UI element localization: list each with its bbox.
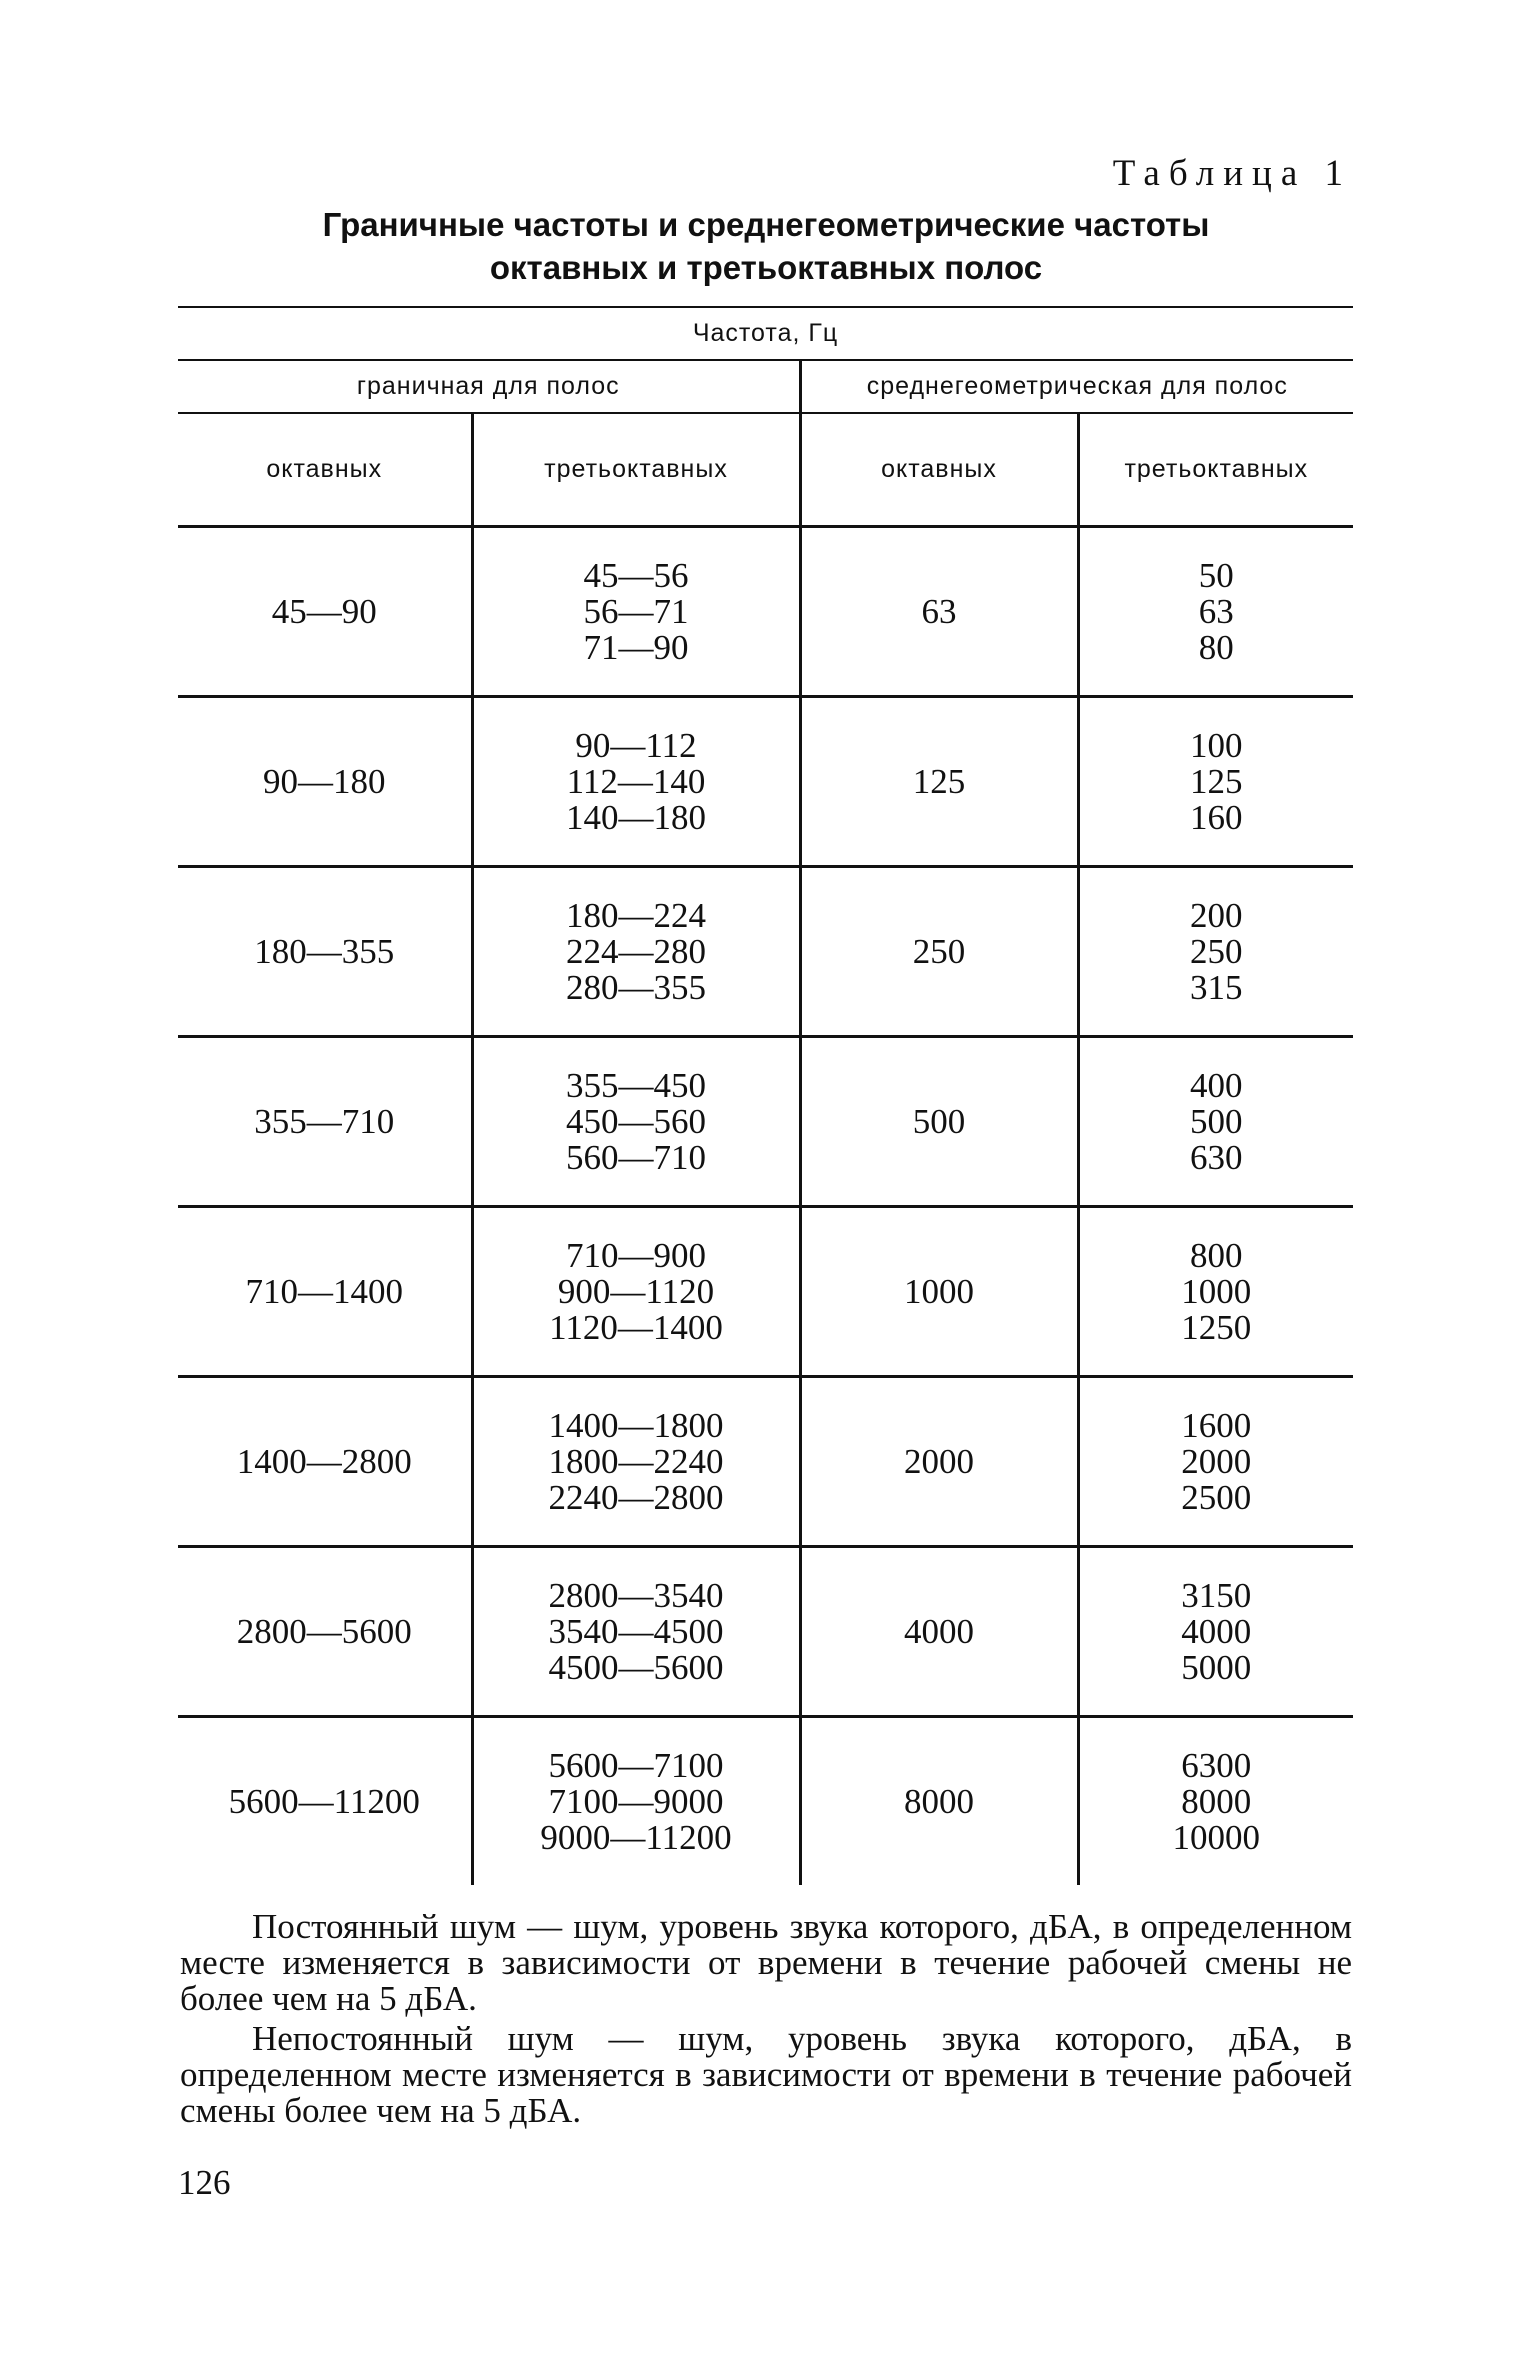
header-col-third: третьоктавных	[472, 413, 800, 527]
header-col-octave-geo: октавных	[800, 413, 1078, 527]
cell-geo-octave: 63	[800, 527, 1078, 697]
cell-geo-third-value: 250	[1190, 931, 1243, 971]
table-row	[178, 527, 1353, 697]
cell-geo-third-value: 1600	[1181, 1405, 1252, 1445]
cell-geo-third-value: 800	[1190, 1235, 1243, 1275]
cell-geo-third	[1078, 1717, 1353, 1886]
table-label: Таблица 1	[1112, 153, 1352, 194]
cell-octave: 5600—11200	[228, 1781, 420, 1821]
cell-third	[472, 1547, 800, 1717]
cell-geo-third-value: 630	[1190, 1137, 1243, 1177]
cell-octave: 355—710	[178, 1037, 472, 1207]
paragraph-variable-noise: Непостоянный шум — шум, уровень звука которого, дБА, в определенном месте изменяется в зависимости от времени в течение рабочей смены более чем на 5 дБА.	[180, 2019, 1352, 2130]
cell-geo-octave: 1000	[800, 1207, 1078, 1377]
cell-third-value: 2240—2800	[548, 1477, 724, 1517]
cell-geo-third-value: 1250	[1181, 1307, 1252, 1347]
cell-geo-third	[1078, 1207, 1353, 1377]
cell-octave: 2800—5600	[178, 1547, 472, 1717]
cell-octave: 90—180	[178, 697, 472, 867]
cell-third-value: 710—900	[566, 1235, 706, 1275]
cell-third-value: 450—560	[566, 1101, 706, 1141]
cell-third-value: 5600—7100	[548, 1745, 724, 1785]
cell-geo-third-value: 500	[1190, 1101, 1243, 1141]
header-group-boundary: граничная для полос	[178, 360, 800, 413]
table-row	[178, 1207, 1353, 1377]
header-group-geometric: среднегеометрическая для полос	[800, 360, 1353, 413]
cell-geo-third-value: 80	[1198, 627, 1234, 667]
cell-third-value: 1800—2240	[548, 1441, 724, 1481]
cell-third	[472, 1207, 800, 1377]
cell-third-value: 56—71	[583, 591, 689, 631]
cell-geo-third-value: 2000	[1181, 1441, 1252, 1481]
cell-geo-third-value: 5000	[1181, 1647, 1252, 1687]
cell-geo-third	[1078, 867, 1353, 1037]
cell-third-value: 1400—1800	[548, 1405, 724, 1445]
header-frequency: Частота, Гц	[178, 307, 1353, 360]
cell-geo-third-value: 8000	[1181, 1781, 1252, 1821]
table-row	[178, 1037, 1353, 1207]
table-row	[178, 1717, 1353, 1886]
frequency-table	[178, 306, 1353, 1885]
page-number: 126	[178, 2163, 231, 2202]
cell-third-value: 280—355	[566, 967, 706, 1007]
cell-third-value: 9000—11200	[540, 1817, 732, 1857]
cell-third-value: 2800—3540	[548, 1575, 724, 1615]
cell-third-value: 355—450	[566, 1065, 706, 1105]
header-col-third-geo: третьоктавных	[1078, 413, 1353, 527]
cell-third-value: 560—710	[566, 1137, 706, 1177]
cell-geo-octave: 500	[800, 1037, 1078, 1207]
cell-geo-third-value: 400	[1190, 1065, 1243, 1105]
cell-geo-third	[1078, 1547, 1353, 1717]
table-row	[178, 1547, 1353, 1717]
cell-geo-third-value: 315	[1190, 967, 1243, 1007]
cell-geo-third-value: 200	[1190, 895, 1243, 935]
cell-geo-third-value: 6300	[1181, 1745, 1252, 1785]
cell-octave: 180—355	[178, 867, 472, 1037]
cell-geo-octave: 4000	[800, 1547, 1078, 1717]
table-row	[178, 1377, 1353, 1547]
cell-geo-octave: 2000	[800, 1377, 1078, 1547]
cell-third-value: 180—224	[566, 895, 706, 935]
cell-third	[472, 1037, 800, 1207]
cell-geo-third-value: 160	[1190, 797, 1243, 837]
cell-third-value: 900—1120	[557, 1271, 715, 1311]
cell-geo-third-value: 10000	[1172, 1817, 1261, 1857]
table-row	[178, 867, 1353, 1037]
cell-third	[472, 527, 800, 697]
cell-geo-third-value: 2500	[1181, 1477, 1252, 1517]
cell-third-value: 71—90	[583, 627, 689, 667]
cell-geo-octave: 125	[800, 697, 1078, 867]
cell-third-value: 90—112	[575, 725, 697, 765]
cell-third-value: 3540—4500	[548, 1611, 724, 1651]
cell-geo-octave: 8000	[800, 1717, 1078, 1886]
header-col-octave: октавных	[178, 413, 472, 527]
cell-geo-third-value: 1000	[1181, 1271, 1252, 1311]
cell-third-value: 7100—9000	[548, 1781, 724, 1821]
cell-geo-third	[1078, 1037, 1353, 1207]
cell-geo-third-value: 50	[1198, 555, 1234, 595]
cell-geo-third	[1078, 697, 1353, 867]
cell-geo-third-value: 125	[1190, 761, 1243, 801]
cell-third-value: 1120—1400	[549, 1307, 723, 1347]
cell-third-value: 140—180	[566, 797, 706, 837]
cell-third-value: 4500—5600	[548, 1647, 724, 1687]
cell-third-value: 112—140	[566, 761, 706, 801]
cell-octave: 1400—2800	[178, 1377, 472, 1547]
cell-geo-third-value: 100	[1190, 725, 1243, 765]
cell-third	[472, 1377, 800, 1547]
cell-third-value: 224—280	[566, 931, 706, 971]
cell-third	[472, 867, 800, 1037]
cell-third	[472, 697, 800, 867]
cell-octave: 710—1400	[178, 1207, 472, 1377]
cell-geo-third-value: 4000	[1181, 1611, 1252, 1651]
caption-line-1: Граничные частоты и среднегеометрические частоты	[322, 206, 1210, 243]
table-row	[178, 697, 1353, 867]
cell-geo-third	[1078, 1377, 1353, 1547]
cell-geo-third-value: 3150	[1181, 1575, 1252, 1615]
caption-line-2: октавных и третьоктавных полос	[489, 249, 1043, 286]
paragraph-constant-noise: Постоянный шум — шум, уровень звука которого, дБА, в определенном месте изменяется в зависимости от времени в течение рабочей смены не более чем на 5 дБА.	[180, 1907, 1352, 2018]
table-caption	[180, 203, 1352, 289]
cell-octave: 45—90	[178, 527, 472, 697]
cell-third-value: 45—56	[583, 555, 689, 595]
cell-geo-third	[1078, 527, 1353, 697]
cell-geo-octave: 250	[800, 867, 1078, 1037]
cell-geo-third-value: 63	[1198, 591, 1234, 631]
cell-third	[472, 1717, 800, 1886]
